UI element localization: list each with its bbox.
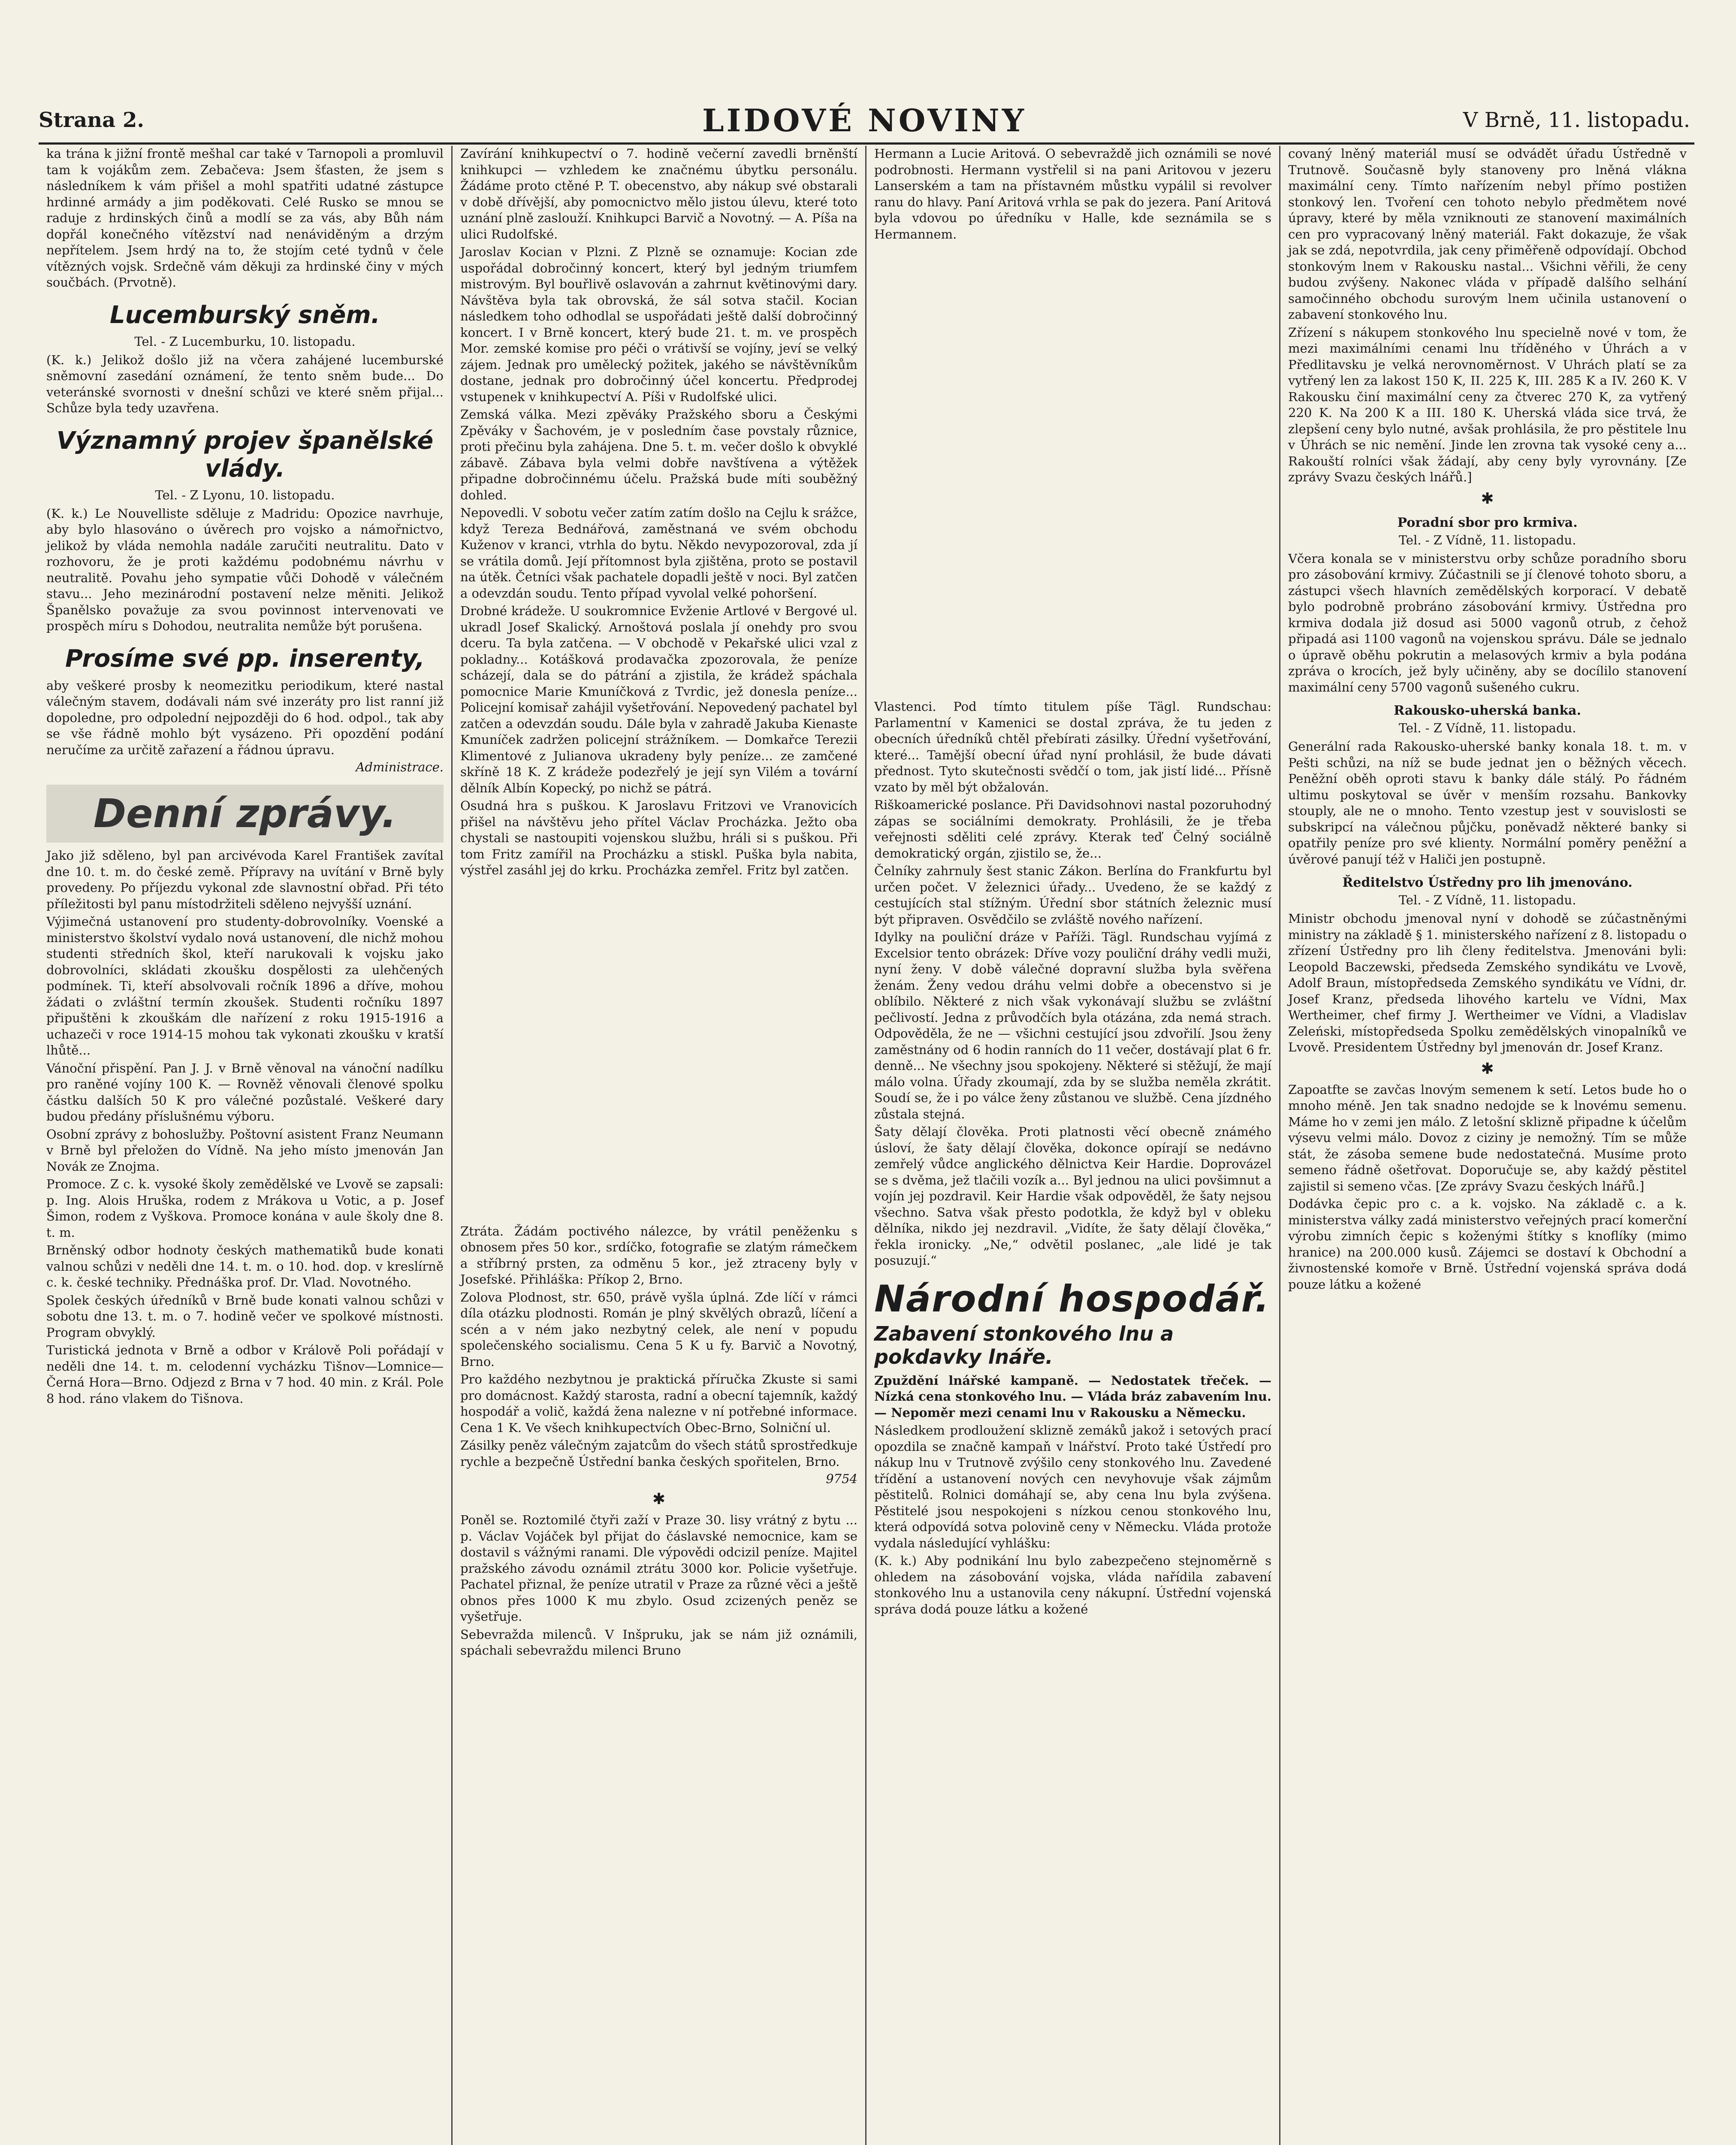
article-text: Zapoatfte se zavčas lnovým semenem k setí. Letos bude ho o mnoho méně. Jen tak snadno nedojde se k lnovému semenu. Máme ho v zemi jen málo. Z letošní sklizně připadne k účelům výsevu velmi málo. Dovoz z ciziny je nemožný. Tím se může stát, že zásoba semene bude nedostatečná. Musíme proto semeno řádně ošetřovat. Doporučuje se, aby každý pěstitel zajistil si semeno včas. [Ze zprávy Svazu českých lnářů.] xyxy=(1288,1082,1687,1193)
article-text: Turistická jednota v Brně a odbor v Králově Poli pořádají v neděli dne 14. t. m. celodenní vycházku Tišnov—Lomnice—Černá Hora—Brno. Odjezd z Brna v 7 hod. 40 min. z Král. Pole 8 hod. ráno vlakem do Tišnova. xyxy=(46,1343,444,1406)
byline: Tel. - Z Vídně, 11. listopadu. xyxy=(1398,721,1576,735)
article-text: Šaty dělají člověka. Proti platnosti věcí obecně známého úsloví, že šaty dělají člověka, dokonce opírají se nedávno zemřelý vůdce anglického dělnictva Keir Hardie. Doprovázel se s dvěma, jež tlačili vozík a... Byl jednou na ulici povšimnut a vojín jej pozdravil. Keir Hardie však odpověděl, že šaty nejsou všechno. Satva však přesto podotkla, že když byl v obleku dělníka, nikdo jej nezdravil. „Vidíte, že šaty dělají člověka,“ řekla ironicky. „Ne,“ odvětil poslanec, „ale lidé je tak posuzují.“ xyxy=(874,1124,1271,1268)
article-text: Jako již sděleno, byl pan arcivévoda Karel František zavítal dne 10. t. m. do české země. Přípravy na uvítání v Brně byly provedeny. Po příjezdu vykonal zde slavnostní obřad. Při této příležitosti byl panu místodržiteli sděleno nejvyšší uznání. xyxy=(46,848,444,911)
article-text: Dodávka čepic pro c. a k. vojsko. Na základě c. a k. ministerstva války zadá ministerstvo veřejných prací komerční výrobu zimních čepic s koženými štítky s knoflíky (mimo hranice) na 200.000 kusů. Zájemci se dostaví k Obchodní a živnostenské komoře v Brně. Ústřední vojenská správa dodá pouze látku a kožené xyxy=(1288,1196,1687,1292)
separator-star: ✱ xyxy=(1481,489,1494,508)
article-text: Vlastenci. Pod tímto titulem píše Tägl. Rundschau: Parlamentní v Kamenici se dostal zpráva, že tu jeden z obecních úředníků chtěl přebírati zásilky. Úřední vyšetřování, které... Tamější obecní úřad nyní prohlásil, že bude dávati přednost. Tyto skutečnosti svědčí o tom, jak jistí lidé... Přísně vzato by měl být obžalován. xyxy=(874,699,1271,795)
article-text: Výjimečná ustanovení pro studenty-dobrovolníky. Voenské a ministerstvo školství vydalo nová ustanovení, dle nichž mohou studenti středních škol, kteří narukovali k vojsku jako dobrovolníci, skládati zkoušku dospělosti za ulehčených podmínek. Ti, kteří absolvovali ročník 1896 a dříve, mohou žádati o zvláštní termín zkoušek. Studenti ročníku 1897 připuštěni k zkouškám dle nařízení z roku 1915-1916 a uchazeči v roce 1914-15 mohou tak vykonati zkoušku v kratší lhůtě... xyxy=(46,914,444,1057)
article-text: Brněnský odbor hodnoty českých mathematiků bude konati valnou schůzi v neděli dne 14. t. m. o 10. hod. dop. v kreslírně c. k. české techniky. Přednáška prof. Dr. Vlad. Novotného. xyxy=(46,1243,444,1290)
blank-space xyxy=(874,244,1271,699)
issue-date: V Brně, 11. listopadu. xyxy=(1463,108,1690,132)
article-text: Čelníky zahrnuly šest stanic Zákon. Berlína do Frankfurtu byl určen počet. V železnici úřady... Uvedeno, že se každý z cestujících stal stížným. Úřední sbor státních železnic musí být připraven. Osvědčilo se zvláště nového nařízení. xyxy=(874,864,1271,927)
headline-spain: Významný projev španělské vlády. xyxy=(56,426,434,483)
byline: Tel. - Z Lucemburku, 10. listopadu. xyxy=(134,334,356,349)
column-3 xyxy=(866,146,1280,2145)
article-text: Nepovedli. V sobotu večer zatím zatím došlo na Cejlu k srážce, když Tereza Bednářová, zaměstnaná ve svém obchodu Kuženov v kranci, vtrhla do bytu. Někdo nevypozoroval, zda jí se vrátila domů. Její přítomnost byla zjištěna, proto se postavil na útěk. Četníci však pachatele dopadli ještě v noci. Byl zatčen a odevzdán soudu. Tento případ vyvolal velké pohoršení. xyxy=(460,505,857,601)
signature: Administrace. xyxy=(356,760,444,774)
article-text: Promoce. Z c. k. vysoké školy zemědělské ve Lvově se zapsali: p. Ing. Alois Hruška, rodem z Mrákova u Votic, a p. Josef Šimon, rodem z Vyškova. Promoce konána v aule školy dne 8. t. m. xyxy=(46,1177,444,1240)
section-header-daily-news: Denní zprávy. xyxy=(46,785,444,843)
article-text: Poněl se. Roztomilé čtyři zaží v Praze 30. lisy vrátný z bytu ... p. Václav Vojáček byl přijat do čáslavské nemocnice, kam se dostavil s vážnými ranami. Dle výpovědi odcizil peníze. Majitel pražského závodu oznámil ztrátu 3000 kor. Policie vyšetřuje. Pachatel přiznal, že peníze utratil v Praze za různé věci a ještě obnos přes 1000 K mu zbylo. Osud zcizených peněz se vyšetřuje. xyxy=(460,1513,857,1624)
article-text: Spolek českých úředníků v Brně bude konati valnou schůzi v sobotu dne 13. t. m. o 7. hodině večer ve spolkové místnosti. Program obvyklý. xyxy=(46,1293,444,1340)
article-text: Riškoamerické poslance. Při Davidsohnovi nastal pozoruhodný zápas se sociálními demokraty. Prohlásili, že je třeba veřejnosti sděliti celé zprávy. Kterak teď Čelný sociálně demokratický orgán, zjistilo se, že... xyxy=(874,798,1271,861)
classified-ad: Pro každého nezbytnou je praktická příručka Zkuste si sami pro domácnost. Každý starosta, radní a obecní tajemník, každý hospodář a volič, každá žena nalezne v ní potřebné informace. Cena 1 K. Ve všech knihkupectvích Obec-Brno, Solniční ul. xyxy=(460,1372,857,1435)
article-text: aby veškeré prosby k neomezitku periodikum, které nastal válečným stavem, dodávali nám své inzeráty pro list ranní již dopoledne, pro odpolední nejpozději do 6 hod. odpol., tak aby se vše řádně mohlo být vysázeno. Při opozdění podání neručíme za určitě zařazení a řádnou úpravu. xyxy=(46,678,444,757)
byline: Tel. - Z Vídně, 11. listopadu. xyxy=(1398,532,1576,547)
article-text: Vánoční přispění. Pan J. J. v Brně věnoval na vánoční nadílku pro raněné vojíny 100 K. — Rovněž věnovali členové spolku částku dalších 50 K pro válečné pozůstalé. Veškeré dary budou předány příslušnému výboru. xyxy=(46,1060,444,1124)
newspaper-title: LIDOVÉ NOVINY xyxy=(702,102,1027,139)
article-text: Generální rada Rakousko-uherské banky konala 18. t. m. v Pešti schůzi, na níž se bude jednat jen o běžných věcech. Peněžní oběh oproti stavu k banky dále stálý. Po řádném ultimu poskytoval se úvěr v menším rozsahu. Bankovky stouply, ale ne o mnoho. Tento vzestup jest v souvislosti se subskripcí na válečnou půjčku, poněvadž některé banky si opatřily peníze pro své klienty. Normální poměry peněžní a úvěrové panují též v Haliči jen postupně. xyxy=(1288,739,1687,867)
article-text: Drobné krádeže. U soukromnice Evženie Artlové v Bergové ul. ukradl Josef Skalický. Arnoštová poslala jí onehdy pro svou dceru. Ta byla zatčena. — V obchodě v Pekařské ulici vzal z pokladny... Kotášková prodavačka zpozorovala, že peníze scházejí, dala se do pátrání a zjistila, že krádež spáchala pomocnice Marie Kmuníčková z Tvrdic, jež donesla peníze... Policejní komisař zahájil vyšetřování. Nepovedený pachatel byl zatčen a odevzdán soudu. Dále byla v zahradě Jakuba Kienaste Kmuníček zadržen policejní strážníkem. — Domkařce Terezii Klimentové z Julianova ukradeny byly peníze... ze zamčené skříně 18 K. Z krádeže podezřelý je její syn Vilém a tovární dělník Albín Kopecký, po nichž se pátrá. xyxy=(460,604,857,795)
article-text: Následkem prodloužení sklizně zemáků jakož i setových prací opozdila se značně kampaň v lnářství. Proto také Ústředí pro nákup lnu v Trutnově zvýšilo ceny stonkového lnu. Zavedené třídění a ustanovení nových cen nevyhovuje však zájmům pěstitelů. Rolnici domáhají se, aby cena lnu byla zvýšena. Pěstitelé jsou nespokojeni s nízkou cenou stonkového lnu, která odpovídá sotva polovině ceny v Německu. Vláda protože vydala následující vyhlášku: xyxy=(874,1423,1271,1550)
classified-ad: Zásilky peněz válečným zajatcům do všech států sprostředkuje rychle a bezpečně Ústřední banka českých spořitelen, Brno. xyxy=(460,1438,857,1469)
headline-luxembourg: Lucemburský sněm. xyxy=(109,301,380,329)
headline-spirits-board: Ředitelstvo Ústředny pro lih jmenováno. xyxy=(1342,875,1633,890)
column-4 xyxy=(1280,146,1694,2145)
header-rule xyxy=(39,142,1694,145)
masthead xyxy=(39,99,1690,142)
blank-space xyxy=(460,880,857,1224)
article-text: Zemská válka. Mezi zpěváky Pražského sboru a Českými Zpěváky v Šachovém, je v posledním čase povstaly různice, proti přečinu byla zahájena. Dne 5. t. m. večer došlo k obvyklé zábavě. Zábava byla velmi dobře navštívena a výtěžek připadne dobročinnému účelu. Pražská bude míti souběžný dohled. xyxy=(460,407,857,502)
page-number: Strana 2. xyxy=(39,108,145,132)
classified-ad: Ztráta. Žádám poctivého nálezce, by vrátil peněženku s obnosem přes 50 kor., srdíčko, fotografie se zlatým rámečkem a stříbrný prsten, za odměnu 5 kor., jež ztraceny byly v Josefské. Přihláška: Příkop 2, Brno. xyxy=(460,1224,857,1287)
article-text: Zřízení s nákupem stonkového lnu specielně nové v tom, že mezi maximálními cenami lnu tříděného v Úhrách a v Předlitavsku je velká nerovnoměrnost. V Uhrách platí se za vytřený len za lakost 150 K, II. 225 K, III. 285 K a IV. 260 K. V Rakousku činí maximální ceny za čtverec 270 K, za vytřený 220 K. Na 200 K a III. 180 K. Uherská vláda sice trvá, že zlepšení ceny bylo nutné, avšak prohlásila, že pro pěstitele lnu v Úhrách se nic nemění. Jinde len zrovna tak vysoké ceny a... Rakouští rolníci však žádají, aby ceny byly vyrovnány. [Ze zprávy Svazu českých lnářů.] xyxy=(1288,325,1687,484)
section-header-economy: Národní hospodář. xyxy=(874,1277,1270,1320)
article-text: (K. k.) Jelikož došlo již na včera zahájené lucemburské sněmovní zasedání oznámení, že tento sněm bude... Do veteránské svornosti v dnešní schůzi ve které sněm přijal... Schůze byla tedy uzavřena. xyxy=(46,352,444,415)
column-2 xyxy=(453,146,866,2145)
headline-feed-board: Poradní sbor pro krmiva. xyxy=(1397,515,1578,530)
headline-bank: Rakousko-uherská banka. xyxy=(1394,703,1581,718)
article-text: Zavírání knihkupectví o 7. hodině večerní zavedli brněnští knihkupci — vzhledem ke značnému úbytku personálu. Žádáme proto ctěné P. T. obecenstvo, aby nákup své obstarali v době dřívější, aby pomocnictvo mělo jistou úlevu, které toto uznání plně zaslouží. Knihkupci Barvič a Novotný. — A. Píša na ulici Rudolfské. xyxy=(460,146,857,242)
article-text: Osobní zprávy z bohoslužby. Poštovní asistent Franz Neumann v Brně byl přeložen do Vídně. Na jeho místo jmenován Jan Novák ze Znojma. xyxy=(46,1127,444,1174)
article-text: Hermann a Lucie Aritová. O sebevraždě jich oznámili se nové podrobnosti. Hermann vystřelil si na pani Aritovou v jezeru Lanserském a tam na přístavném můstku vypálil si revolver ranu do hlavy. Paní Aritová vrhla se pak do jezera. Paní Aritová byla vdovou po úředníku v Halle, kde seznámila se s Hermannem. xyxy=(874,146,1271,242)
article-text: ka trána k jižní frontě mešhal car také v Tarnopoli a promluvil tam k vojákům zem. Zebačeva: Jsem šťasten, že jsem s následníkem k vám přišel a mohl spatřiti udatné zástupce hrdinné armády a jim poděkovati. Celé Rusko se mnou se raduje z hrdinských činů a modlí se za vás, aby Bůh nám dopřál konečného vítězství nad nenáviděným a drzým nepřítelem. Jsem hrdý na to, že stojím ceté tydnů v čele vítězných vojsk. Srdečně vám děkuji za hrdinské činy v mých součbách. (Prvotně). xyxy=(46,146,444,290)
separator-star: ✱ xyxy=(652,1490,666,1508)
article-text: (K. k.) Aby podnikání lnu bylo zabezpečeno stejnoměrně s ohledem na zásobování vojska, vláda nařídila zabavení stonkového lnu a ustanovila ceny nákupní. Ústřední vojenská správa dodá pouze látku a kožené xyxy=(874,1553,1271,1616)
economy-subheadline: Zabavení stonkového lnu a pokdavky lnáře. xyxy=(874,1322,1174,1369)
article-text: Osudná hra s puškou. K Jaroslavu Fritzovi ve Vranovicích přišel na návštěvu jeho přítel Václav Procházka. Ježto oba chystali se nastoupiti vojenskou službu, hráli si s puškou. Při tom Fritz zamířil na Procházku a stiskl. Puška byla nabita, výstřel zasáhl jej do krku. Procházka zemřel. Fritz byl zatčen. xyxy=(460,798,857,877)
byline: Tel. - Z Vídně, 11. listopadu. xyxy=(1398,893,1576,907)
article-text: (K. k.) Le Nouvelliste sděluje z Madridu: Opozice navrhuje, aby bylo hlasováno o úvěrech pro vojsko a námořnictvo, jelikož by vláda nemohla nadále zaručiti neutralitu. Dato v rozhovoru, že je proti každému podobnému návrhu v neutralitě. Povahu jeho sympatie vůči Dohodě v válečném stavu... Jeho mezinárodní postavení nelze měniti. Jelikož Španělsko považuje za svou povinnost intervenovati ve prospěch míru s Dohodou, neutralita nemůže být porušena. xyxy=(46,506,444,633)
classified-ad: Zolova Plodnost, str. 650, právě vyšla úplná. Zde líčí v rámci díla otázku plodnosti. Román je plný skvělých obrazů, líčení a scén a v ném jako nezbytný celek, ale není v popudu společenského socialismu. Cena 5 K u fy. Barvič a Novotný, Brno. xyxy=(460,1290,857,1369)
article-text: Jaroslav Kocian v Plzni. Z Plzně se oznamuje: Kocian zde uspořádal dobročinný koncert, který byl jedným triumfem mistrovým. Byl bouřlivě oslavován a zahrnut květinovými dary. Návštěva byla tak obrovská, že sál sotva stačil. Kocian následkem toho odhodlal se uspořádati ještě další dobročinný koncert. I v Brně koncert, který bude 21. t. m. ve prospěch Mor. zemské komise pro péči o vrátivší se vojíny, jeví se velký zájem. Jednak pro umělecký požitek, jakého se návštěvníkům dostane, jednak pro dobročinný účel koncertu. Předprodej vstupenek v knihkupectví A. Píši v Rudolfské ulici. xyxy=(460,245,857,404)
byline: Tel. - Z Lyonu, 10. listopadu. xyxy=(155,487,335,502)
headline-advertisers: Prosíme své pp. inserenty, xyxy=(65,644,425,673)
separator-star: ✱ xyxy=(1481,1060,1494,1078)
article-text: Sebevražda milenců. V Inšpruku, jak se nám již oznámili, spáchali sebevraždu milenci Bruno xyxy=(460,1627,857,1658)
article-text: covaný lněný materiál musí se odvádět úřadu Ústředně v Trutnově. Současně byly stanoveny pro lněná vlákna maximální ceny. Tímto nařízením nebyl přímo postižen stonkový len. Tvoření cen tohoto nebylo předmětem nové úpravy, které by měla vzniknouti ze stanovení maximálních cen pro vypracovaný lněný materiál. Fakt dokazuje, že však jak se zdá, nepotvrdila, jak ceny přiměřeně odpovídají. Obchod stonkovým lnem v Rakousku nastal... Všichni věřili, že ceny budou zvýšeny. Nakonec vláda v případě dalšího selhání samočinného obchodu surovým lnem učinila ustanovení o zabavení stonkového lnu. xyxy=(1288,146,1687,322)
article-summary: Zpuždění lnářské kampaně. — Nedostatek třeček. — Nízká cena stonkového lnu. — Vláda bráz zabavením lnu. — Nepoměr mezi cenami lnu v Rakousku a Německu. xyxy=(874,1373,1271,1420)
column-1 xyxy=(39,146,453,2145)
ad-number: 9754 xyxy=(826,1471,857,1486)
article-text: Idylky na pouliční dráze v Paříži. Tägl. Rundschau vyjímá z Excelsior tento obrázek: Dříve vozy pouliční dráhy vedli muži, nyní ženy. V době válečné dopravní služba byla svěřena ženám. Ženy vedou dráhu velmi dobře a obecenstvo si je oblíbilo. Některé z nich však vykonávají službu se zvláštní pečlivostí. Jedna z průvodčích byla otázána, zda nemá strach. Odpověděla, že ne — všichni cestující jsou zdvořilí. Jsou ženy zaměstnány od 6 hodin ranních do 11 večer, dostávají plat 6 fr. denně... Ne všechny jsou spokojeny. Některé si stěžují, že mají málo volna. Úřady zkoumají, zda by se služba neměla zkrátit. Soudí se, že i po válce ženy zůstanou ve službě. Cena jízdného zůstala stejná. xyxy=(874,930,1271,1121)
article-text: Včera konala se v ministerstvu orby schůze poradního sboru pro zásobování krmivy. Zúčastnili se jí členové tohoto sboru, a zástupci všech hlavních zemědělských korporací. V debatě bylo podrobně probráno zásobování krmivy. Ústředna pro krmiva dodala již dosud asi 5000 vagonů otrub, z čehož připadá asi 1100 vagonů na vojenskou správu. Dále se jednalo o úpravě oběhu pokrutin a melasových krmiv a byla podána zpráva o krocích, jež byly učiněny, aby se docílilo stanovení maximální ceny 5700 vagonů sušeného cukru. xyxy=(1288,551,1687,695)
columns xyxy=(39,146,1694,2145)
article-text: Ministr obchodu jmenoval nyní v dohodě se zúčastněnými ministry na základě § 1. ministerského nařízení z 8. listopadu o zřízení Ústředny pro lih členy ředitelstva. Jmenováni byli: Leopold Baczewski, předseda Zemského syndikátu ve Lvově, Adolf Braun, místopředseda Zemského syndikátu ve Vídni, dr. Josef Kranz, předseda lihového kartelu ve Vídni, Max Wertheimer, chef firmy J. Wertheimer ve Vídni, a Vladislav Zeleński, místopředseda Spolku zemědělských vinopalníků ve Lvově. Presidentem Ústředny byl jmenován dr. Josef Kranz. xyxy=(1288,911,1687,1054)
